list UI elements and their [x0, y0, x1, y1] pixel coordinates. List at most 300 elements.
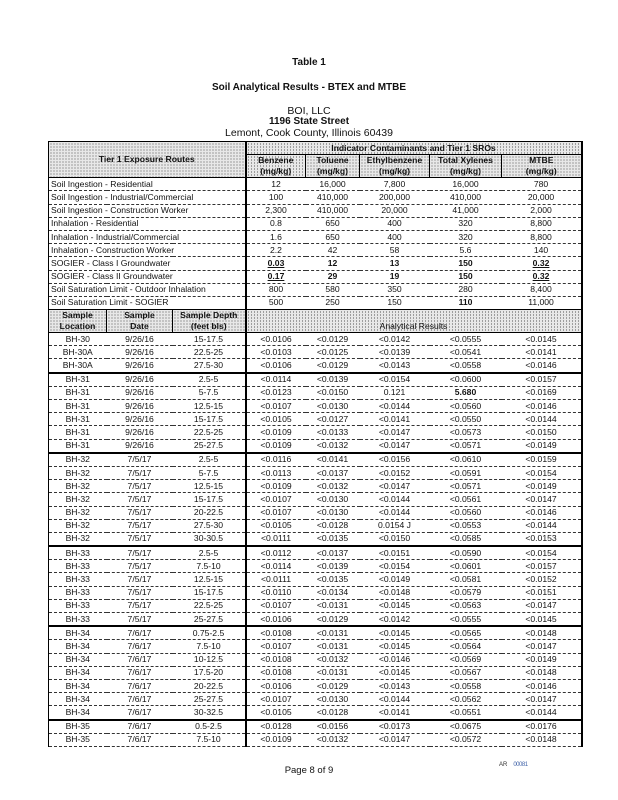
result-row — [49, 546, 582, 560]
sro-value: 2,300 — [246, 204, 306, 217]
analytical-value: <0.0148 — [502, 733, 582, 746]
sample-date: 7/5/17 — [107, 519, 173, 532]
sro-value: 20,000 — [502, 191, 582, 204]
analytical-value: <0.0149 — [502, 439, 582, 453]
analytical-value: <0.0131 — [306, 626, 360, 640]
sro-row — [49, 191, 582, 204]
exposure-route: SOGIER - Class I Groundwater — [49, 257, 246, 270]
analytical-value: <0.0148 — [360, 586, 430, 599]
sample-date: 7/6/17 — [107, 640, 173, 653]
analytical-value: <0.0137 — [306, 546, 360, 560]
exposure-route: Inhalation - Industrial/Commercial — [49, 230, 246, 243]
exposure-route: SOGIER - Class II Groundwater — [49, 270, 246, 283]
sample-date: 7/5/17 — [107, 546, 173, 560]
document-title: Soil Analytical Results - BTEX and MTBE — [211, 82, 407, 93]
sro-row — [49, 257, 582, 270]
sample-location: BH-32 — [49, 519, 107, 532]
analytical-value: <0.0149 — [502, 653, 582, 666]
analytical-value: <0.0139 — [306, 373, 360, 387]
analytical-value: <0.0103 — [246, 346, 306, 359]
analytical-value: <0.0585 — [430, 532, 502, 546]
analytical-value: <0.0152 — [360, 466, 430, 479]
analytical-value: <0.0131 — [306, 640, 360, 653]
sample-depth: 15-17.5 — [173, 586, 246, 599]
sample-date: 7/5/17 — [107, 480, 173, 493]
sample-location: BH-33 — [49, 613, 107, 627]
sample-location: BH-33 — [49, 586, 107, 599]
analytical-value: <0.0135 — [306, 532, 360, 546]
result-row — [49, 386, 582, 399]
analytical-value: <0.0139 — [306, 560, 360, 573]
sample-date: 9/26/16 — [107, 439, 173, 453]
sample-location: BH-32 — [49, 466, 107, 479]
result-row — [49, 653, 582, 666]
sro-row — [49, 230, 582, 243]
sro-value: 29 — [306, 270, 360, 283]
sro-value: 2,000 — [502, 204, 582, 217]
analytical-value: <0.0108 — [246, 666, 306, 679]
sample-depth: 7.5-10 — [173, 560, 246, 573]
analytical-value: <0.0156 — [306, 720, 360, 734]
result-row — [49, 626, 582, 640]
analytical-value: <0.0149 — [502, 480, 582, 493]
sro-value: 250 — [306, 296, 360, 309]
results-header — [49, 310, 582, 333]
sample-date: 7/5/17 — [107, 453, 173, 467]
sro-value: 20,000 — [360, 204, 430, 217]
analytical-value: <0.0106 — [246, 333, 306, 346]
sample-depth: 15-17.5 — [173, 333, 246, 346]
analytical-value: <0.0150 — [306, 386, 360, 399]
sample-date: 7/5/17 — [107, 493, 173, 506]
analytical-value: <0.0123 — [246, 386, 306, 399]
sro-value: 16,000 — [430, 178, 502, 191]
analytical-value: <0.0569 — [430, 653, 502, 666]
analytical-value: <0.0125 — [306, 346, 360, 359]
analytical-value: <0.0105 — [246, 706, 306, 720]
result-row — [49, 413, 582, 426]
analytical-value: <0.0111 — [246, 573, 306, 586]
sro-value: 140 — [502, 244, 582, 257]
sro-header — [49, 142, 582, 178]
sample-depth: 22.5-25 — [173, 346, 246, 359]
analytical-value: <0.0141 — [306, 453, 360, 467]
analytical-value: <0.0154 — [360, 373, 430, 387]
sro-value: 580 — [306, 283, 360, 296]
sro-value: 12 — [246, 178, 306, 191]
analytical-value: <0.0108 — [246, 626, 306, 640]
analytical-value: <0.0130 — [306, 400, 360, 413]
sro-row — [49, 178, 582, 191]
sro-value: 42 — [306, 244, 360, 257]
sample-location: BH-32 — [49, 532, 107, 546]
analytical-value: <0.0107 — [246, 493, 306, 506]
sample-date: 7/5/17 — [107, 613, 173, 627]
analytical-value: <0.0111 — [246, 532, 306, 546]
analytical-value: <0.0130 — [306, 493, 360, 506]
sample-date: 9/26/16 — [107, 373, 173, 387]
route-header: Tier 1 Exposure Routes — [49, 142, 246, 178]
analytical-value: <0.0129 — [306, 679, 360, 692]
sample-date: 7/5/17 — [107, 506, 173, 519]
analytical-value: <0.0567 — [430, 666, 502, 679]
analytical-value: <0.0144 — [360, 400, 430, 413]
result-row — [49, 346, 582, 359]
result-row — [49, 586, 582, 599]
analytical-value: <0.0151 — [360, 546, 430, 560]
analytical-value: <0.0551 — [430, 706, 502, 720]
sample-depth: 30-30.5 — [173, 532, 246, 546]
analytical-value: <0.0145 — [360, 666, 430, 679]
analytical-value: <0.0581 — [430, 573, 502, 586]
analytical-value: <0.0146 — [502, 506, 582, 519]
sample-depth: 2.5-5 — [173, 373, 246, 387]
sro-value: 7,800 — [360, 178, 430, 191]
sample-location: BH-33 — [49, 546, 107, 560]
sample-location: BH-34 — [49, 626, 107, 640]
result-row — [49, 359, 582, 373]
analytical-value: <0.0157 — [502, 560, 582, 573]
analytical-value: <0.0145 — [360, 599, 430, 612]
analytical-value: <0.0154 — [502, 546, 582, 560]
sample-date: 7/5/17 — [107, 573, 173, 586]
analytical-value: <0.0110 — [246, 586, 306, 599]
analytical-value: <0.0176 — [502, 720, 582, 734]
analytical-value: <0.0108 — [246, 653, 306, 666]
sro-value: 350 — [360, 283, 430, 296]
sample-location: BH-30A — [49, 359, 107, 373]
analytical-value: <0.0555 — [430, 613, 502, 627]
analytical-value: <0.0107 — [246, 640, 306, 653]
analytical-value: <0.0106 — [246, 359, 306, 373]
stamp-label: AR — [499, 762, 508, 768]
sro-value: 320 — [430, 230, 502, 243]
analytical-value: <0.0152 — [502, 573, 582, 586]
sample-date: 9/26/16 — [107, 386, 173, 399]
sample-location: BH-35 — [49, 720, 107, 734]
exposure-route: Soil Ingestion - Construction Worker — [49, 204, 246, 217]
analytical-value: <0.0114 — [246, 560, 306, 573]
analytical-value: <0.0147 — [360, 439, 430, 453]
analytical-value: <0.0109 — [246, 439, 306, 453]
result-row — [49, 400, 582, 413]
analytical-value: <0.0116 — [246, 453, 306, 467]
exposure-route: Soil Ingestion - Industrial/Commercial — [49, 191, 246, 204]
analytical-value: <0.0134 — [306, 586, 360, 599]
analytical-value: <0.0144 — [502, 519, 582, 532]
analytical-value: <0.0147 — [360, 733, 430, 746]
analytical-value: <0.0143 — [360, 359, 430, 373]
sample-location: BH-30A — [49, 346, 107, 359]
analytical-value: <0.0130 — [306, 693, 360, 706]
sro-value: 150 — [430, 270, 502, 283]
sample-location: BH-34 — [49, 666, 107, 679]
sample-location: BH-35 — [49, 733, 107, 746]
sample-date: 9/26/16 — [107, 400, 173, 413]
analytical-value: <0.0107 — [246, 400, 306, 413]
sample-location: BH-34 — [49, 693, 107, 706]
analytical-value: <0.0128 — [306, 706, 360, 720]
sro-value: 1.6 — [246, 230, 306, 243]
analytical-value: <0.0127 — [306, 413, 360, 426]
city-address: Lemont, Cook County, Illinois 60439 — [225, 127, 393, 139]
analytical-value: <0.0147 — [502, 493, 582, 506]
analytical-value: <0.0144 — [360, 693, 430, 706]
result-row — [49, 480, 582, 493]
sro-value: 5.6 — [430, 244, 502, 257]
exposure-route: Inhalation - Construction Worker — [49, 244, 246, 257]
sample-depth: 5-7.5 — [173, 466, 246, 479]
sample-date: 7/6/17 — [107, 653, 173, 666]
sample-date: 7/6/17 — [107, 626, 173, 640]
analytical-value: <0.0147 — [360, 426, 430, 439]
analytical-value: <0.0141 — [502, 346, 582, 359]
sro-row — [49, 204, 582, 217]
analytical-value: <0.0106 — [246, 613, 306, 627]
sro-value: 19 — [360, 270, 430, 283]
analytical-value: <0.0133 — [306, 426, 360, 439]
analytical-value: <0.0144 — [360, 506, 430, 519]
sro-value: 12 — [306, 257, 360, 270]
analytical-value: <0.0572 — [430, 733, 502, 746]
analytical-value: <0.0105 — [246, 519, 306, 532]
analytical-value: <0.0550 — [430, 413, 502, 426]
sro-value: 650 — [306, 217, 360, 230]
analytical-value: <0.0146 — [502, 679, 582, 692]
sample-depth: 12.5-15 — [173, 400, 246, 413]
result-row — [49, 519, 582, 532]
sample-date: 7/5/17 — [107, 532, 173, 546]
analytical-value: <0.0675 — [430, 720, 502, 734]
analytical-value: <0.0109 — [246, 426, 306, 439]
sample-date: 9/26/16 — [107, 426, 173, 439]
sample-depth: 27.5-30 — [173, 359, 246, 373]
sro-value: 0.17 — [246, 270, 306, 283]
result-row — [49, 693, 582, 706]
results-body — [49, 333, 582, 747]
analytical-value: <0.0565 — [430, 626, 502, 640]
sro-value: 0.32 — [502, 270, 582, 283]
analytical-value: <0.0106 — [246, 679, 306, 692]
result-row — [49, 733, 582, 746]
analytical-value: 0.121 — [360, 386, 430, 399]
analytical-value: <0.0145 — [360, 640, 430, 653]
analytical-value: <0.0142 — [360, 333, 430, 346]
analytical-value: <0.0129 — [306, 613, 360, 627]
analytical-value: <0.0159 — [502, 453, 582, 467]
sample-depth: 2.5-5 — [173, 546, 246, 560]
result-row — [49, 373, 582, 387]
analytical-value: <0.0130 — [306, 506, 360, 519]
analytical-value: <0.0113 — [246, 466, 306, 479]
analytical-value: 0.0154 J — [360, 519, 430, 532]
sro-value: 16,000 — [306, 178, 360, 191]
result-row — [49, 599, 582, 612]
sample-date: 7/6/17 — [107, 733, 173, 746]
sro-value: 0.32 — [502, 257, 582, 270]
sample-location: BH-34 — [49, 640, 107, 653]
sample-depth: 10-12.5 — [173, 653, 246, 666]
analytical-value: <0.0153 — [502, 532, 582, 546]
column-header: Toluene (mg/kg) — [306, 155, 360, 178]
sro-value: 280 — [430, 283, 502, 296]
analytical-value: <0.0109 — [246, 480, 306, 493]
date-header: Sample Date — [107, 310, 173, 333]
analytical-value: <0.0573 — [430, 426, 502, 439]
sample-depth: 15-17.5 — [173, 413, 246, 426]
analytical-value: <0.0128 — [306, 519, 360, 532]
sample-location: BH-33 — [49, 573, 107, 586]
analytical-value: <0.0600 — [430, 373, 502, 387]
result-row — [49, 560, 582, 573]
street-address: 1196 State Street — [268, 116, 350, 127]
analytical-value: <0.0144 — [502, 413, 582, 426]
sample-location: BH-31 — [49, 439, 107, 453]
sro-row — [49, 270, 582, 283]
sro-row — [49, 244, 582, 257]
column-header: Ethylbenzene (mg/kg) — [360, 155, 430, 178]
sro-value: 100 — [246, 191, 306, 204]
sample-location: BH-32 — [49, 480, 107, 493]
result-row — [49, 532, 582, 546]
sro-value: 500 — [246, 296, 306, 309]
column-header: Benzene (mg/kg) — [246, 155, 306, 178]
analytical-value: <0.0591 — [430, 466, 502, 479]
sro-value: 200,000 — [360, 191, 430, 204]
sample-location: BH-30 — [49, 333, 107, 346]
sample-depth: 25-27.5 — [173, 693, 246, 706]
analytical-value: <0.0147 — [360, 480, 430, 493]
analytical-value: <0.0146 — [502, 400, 582, 413]
analytical-value: <0.0560 — [430, 400, 502, 413]
analytical-value: <0.0147 — [502, 693, 582, 706]
sample-depth: 0.5-2.5 — [173, 720, 246, 734]
sro-value: 410,000 — [306, 191, 360, 204]
soil-results-table — [48, 141, 583, 747]
depth-header: Sample Depth (feet bls) — [173, 310, 246, 333]
result-row — [49, 333, 582, 346]
analytical-value: <0.0141 — [360, 706, 430, 720]
analytical-value: <0.0169 — [502, 386, 582, 399]
sro-value: 41,000 — [430, 204, 502, 217]
sro-value: 8,400 — [502, 283, 582, 296]
analytical-value: <0.0157 — [502, 373, 582, 387]
sro-value: 0.8 — [246, 217, 306, 230]
analytical-value: <0.0132 — [306, 480, 360, 493]
sample-depth: 12.5-15 — [173, 573, 246, 586]
analytical-value: <0.0610 — [430, 453, 502, 467]
sample-location: BH-31 — [49, 386, 107, 399]
analytical-value: <0.0142 — [360, 613, 430, 627]
result-row — [49, 613, 582, 627]
analytical-value: <0.0571 — [430, 480, 502, 493]
analytical-value: <0.0144 — [502, 706, 582, 720]
analytical-value: <0.0128 — [246, 720, 306, 734]
sample-date: 7/6/17 — [107, 679, 173, 692]
analytical-value: <0.0132 — [306, 653, 360, 666]
sro-value: 2.2 — [246, 244, 306, 257]
result-row — [49, 679, 582, 692]
sro-value: 8,800 — [502, 217, 582, 230]
sample-depth: 7.5-10 — [173, 733, 246, 746]
analytical-value: <0.0131 — [306, 666, 360, 679]
sro-value: 8,800 — [502, 230, 582, 243]
analytical-value: <0.0555 — [430, 333, 502, 346]
sro-value: 150 — [360, 296, 430, 309]
analytical-value: <0.0562 — [430, 693, 502, 706]
location-header: Sample Location — [49, 310, 107, 333]
exposure-route: Soil Saturation Limit - SOGIER — [49, 296, 246, 309]
sample-date: 9/26/16 — [107, 333, 173, 346]
group-header: Indicator Contaminants and Tier 1 SROs — [246, 142, 582, 155]
result-row — [49, 640, 582, 653]
column-header: MTBE (mg/kg) — [502, 155, 582, 178]
sro-value: 410,000 — [430, 191, 502, 204]
stamp-code: 00081 — [513, 762, 528, 768]
analytical-value: <0.0107 — [246, 506, 306, 519]
analytical-value: <0.0129 — [306, 333, 360, 346]
sample-date: 7/6/17 — [107, 720, 173, 734]
exposure-route: Soil Saturation Limit - Outdoor Inhalation — [49, 283, 246, 296]
sample-location: BH-33 — [49, 599, 107, 612]
sample-depth: 22.5-25 — [173, 599, 246, 612]
analytical-value: <0.0112 — [246, 546, 306, 560]
analytical-value: <0.0601 — [430, 560, 502, 573]
analytical-value: <0.0143 — [360, 679, 430, 692]
analytical-value: <0.0147 — [502, 640, 582, 653]
sro-value: 11,000 — [502, 296, 582, 309]
analytical-value: <0.0541 — [430, 346, 502, 359]
sample-location: BH-34 — [49, 679, 107, 692]
column-header: Total Xylenes (mg/kg) — [430, 155, 502, 178]
sample-depth: 27.5-30 — [173, 519, 246, 532]
analytical-value: <0.0148 — [502, 666, 582, 679]
sro-value: 0.03 — [246, 257, 306, 270]
analytical-value: <0.0137 — [306, 466, 360, 479]
analytical-value: <0.0109 — [246, 733, 306, 746]
analytical-value: <0.0107 — [246, 599, 306, 612]
sro-value: 400 — [360, 217, 430, 230]
analytical-value: <0.0560 — [430, 506, 502, 519]
sample-date: 7/6/17 — [107, 706, 173, 720]
result-row — [49, 439, 582, 453]
analytical-value: <0.0150 — [502, 426, 582, 439]
analytical-value: <0.0131 — [306, 599, 360, 612]
result-row — [49, 720, 582, 734]
sample-date: 7/5/17 — [107, 560, 173, 573]
sro-body — [49, 178, 582, 310]
analytical-value: <0.0132 — [306, 439, 360, 453]
sample-date: 7/5/17 — [107, 586, 173, 599]
sample-location: BH-33 — [49, 560, 107, 573]
sample-location: BH-32 — [49, 506, 107, 519]
exposure-route: Inhalation - Residential — [49, 217, 246, 230]
sample-date: 7/5/17 — [107, 599, 173, 612]
analytical-value: <0.0150 — [360, 532, 430, 546]
analytical-value: <0.0156 — [360, 453, 430, 467]
analytical-value: <0.0571 — [430, 439, 502, 453]
analytical-value: <0.0558 — [430, 679, 502, 692]
sample-date: 7/6/17 — [107, 666, 173, 679]
sro-row — [49, 296, 582, 309]
analytical-value: <0.0563 — [430, 599, 502, 612]
sample-depth: 22.5-25 — [173, 426, 246, 439]
result-row — [49, 573, 582, 586]
sample-date: 7/6/17 — [107, 693, 173, 706]
sample-location: BH-34 — [49, 706, 107, 720]
analytical-value: <0.0132 — [306, 733, 360, 746]
analytical-value: <0.0154 — [502, 466, 582, 479]
